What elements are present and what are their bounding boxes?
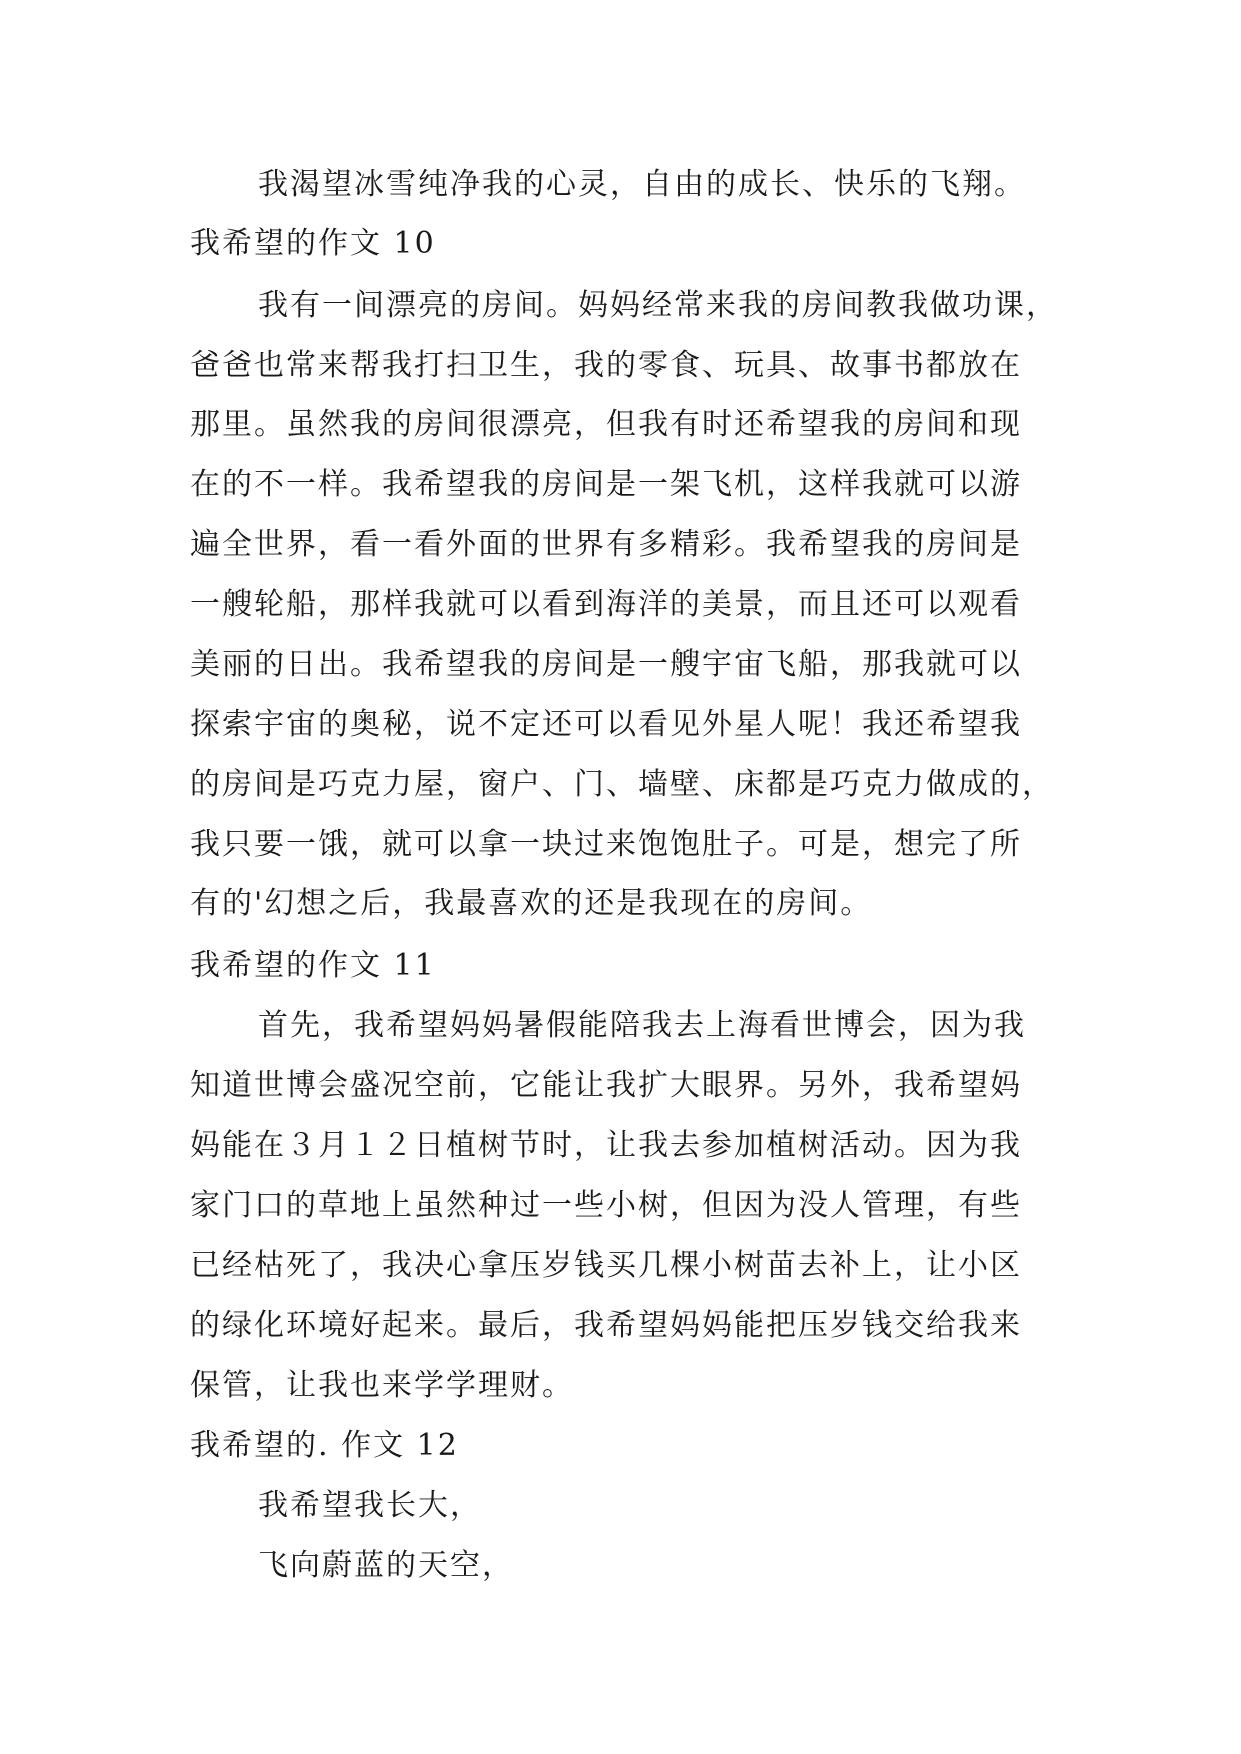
paragraph-line: 的绿化环境好起来。最后，我希望妈妈能把压岁钱交给我来 bbox=[190, 1308, 1022, 1343]
paragraph-line: 知道世博会盛况空前，它能让我扩大眼界。另外，我希望妈 bbox=[190, 1068, 1022, 1103]
paragraph-line: 首先，我希望妈妈暑假能陪我去上海看世博会，因为我 bbox=[258, 1008, 1026, 1043]
paragraph-line: 爸爸也常来帮我打扫卫生，我的零食、玩具、故事书都放在 bbox=[190, 348, 1022, 383]
paragraph-line: 探索宇宙的奥秘，说不定还可以看见外星人呢！我还希望我 bbox=[190, 707, 1022, 742]
paragraph-line: 妈能在３月１２日植树节时，让我去参加植树活动。因为我 bbox=[190, 1128, 1022, 1163]
paragraph-line: 美丽的日出。我希望我的房间是一艘宇宙飞船，那我就可以 bbox=[190, 647, 1022, 682]
paragraph-line: 一艘轮船，那样我就可以看到海洋的美景，而且还可以观看 bbox=[190, 587, 1022, 622]
section-heading-11: 我希望的作文 11 bbox=[190, 948, 436, 983]
poem-line: 飞向蔚蓝的天空， bbox=[258, 1548, 514, 1583]
paragraph-line: 我渴望冰雪纯净我的心灵，自由的成长、快乐的飞翔。 bbox=[258, 167, 1026, 202]
section-heading-10: 我希望的作文 10 bbox=[190, 226, 436, 261]
paragraph-line: 保管，让我也来学学理财。 bbox=[190, 1368, 574, 1403]
paragraph-line: 遍全世界，看一看外面的世界有多精彩。我希望我的房间是 bbox=[190, 527, 1022, 562]
paragraph-line: 的房间是巧克力屋，窗户、门、墙壁、床都是巧克力做成的， bbox=[190, 767, 1054, 802]
paragraph-line: 已经枯死了，我决心拿压岁钱买几棵小树苗去补上，让小区 bbox=[190, 1248, 1022, 1283]
paragraph-line: 我有一间漂亮的房间。妈妈经常来我的房间教我做功课， bbox=[258, 288, 1058, 323]
paragraph-line: 家门口的草地上虽然种过一些小树，但因为没人管理，有些 bbox=[190, 1188, 1022, 1223]
poem-line: 我希望我长大， bbox=[258, 1488, 482, 1523]
paragraph-line: 有的'幻想之后，我最喜欢的还是我现在的房间。 bbox=[190, 886, 873, 921]
section-heading-12: 我希望的. 作文 12 bbox=[190, 1428, 459, 1463]
paragraph-line: 在的不一样。我希望我的房间是一架飞机，这样我就可以游 bbox=[190, 467, 1022, 502]
paragraph-line: 我只要一饿，就可以拿一块过来饱饱肚子。可是，想完了所 bbox=[190, 827, 1022, 862]
paragraph-line: 那里。虽然我的房间很漂亮，但我有时还希望我的房间和现 bbox=[190, 407, 1022, 442]
